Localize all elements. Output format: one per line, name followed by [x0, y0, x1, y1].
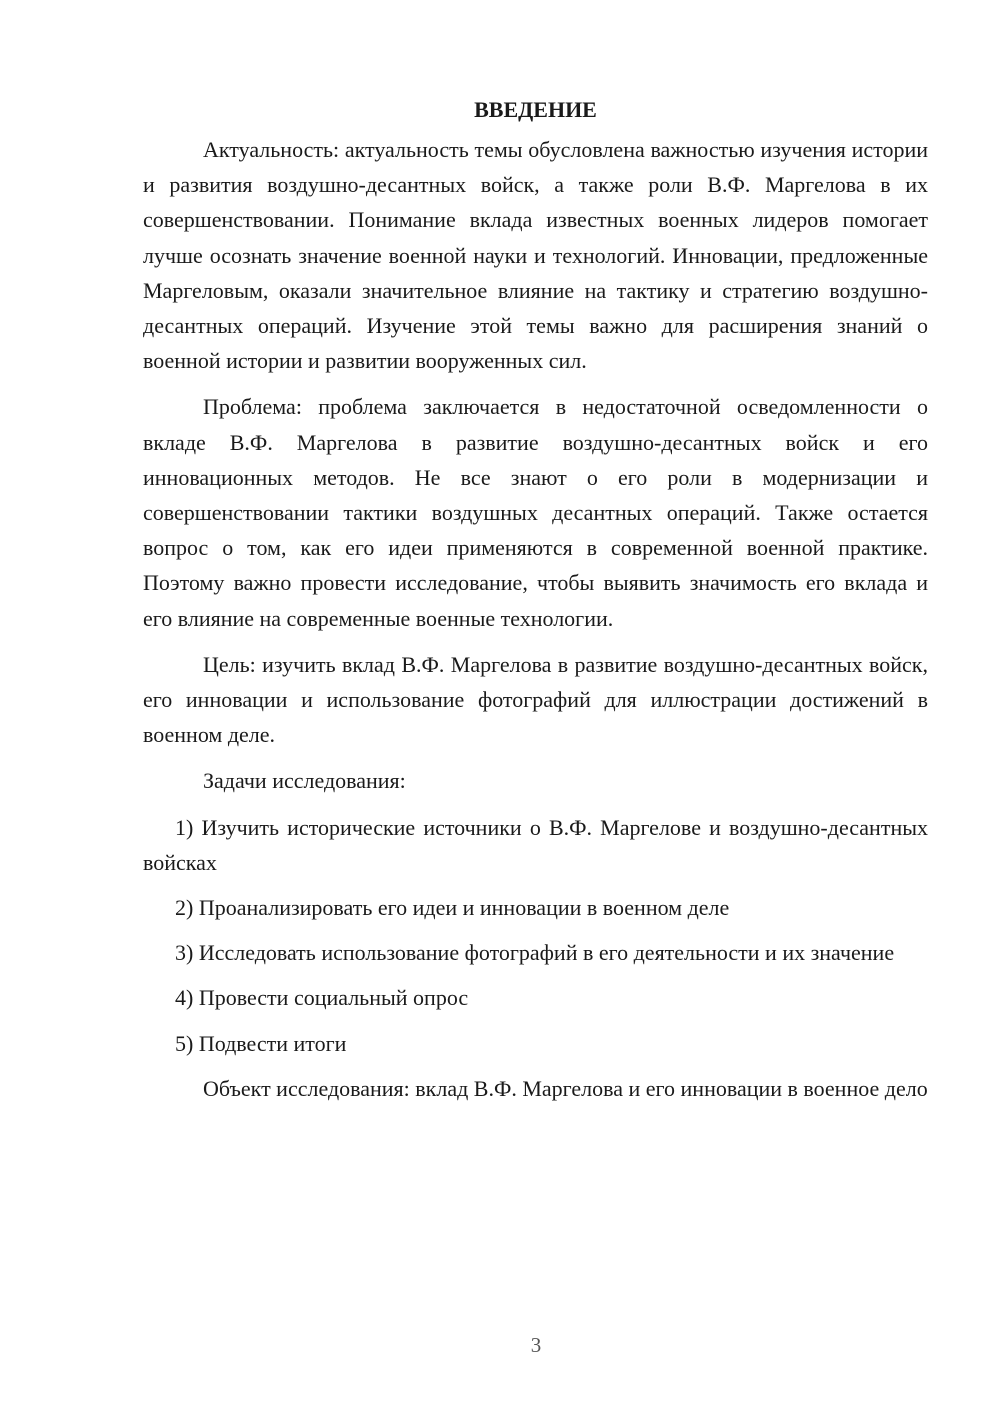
tasks-heading: Задачи исследования: [203, 768, 406, 794]
task-item-4: 4) Провести социальный опрос [175, 985, 469, 1011]
document-page [143, 92, 928, 1117]
task-item-2: 2) Проанализировать его идеи и инновации в военном деле [175, 895, 730, 921]
task-item-1: 1) Изучить исторические источники о В.Ф. Маргелове и воздушно-десантных войсках [143, 814, 928, 875]
paragraph-problem: Проблема: проблема заключается в недостаточной осведомленности о вкладе В.Ф. Маргелова в развитие воздушно-десантных войск и его инновационных методов. Не все знают о его роли в модернизации и совершенствовании тактики воздушных десантных операций. Также остается вопрос о том, как его идеи применяются в современной военной практике. Поэтому важно провести исследование, чтобы выявить значимость его вклада и его влияние на современные военные технологии. [143, 394, 928, 631]
task-item-3: 3) Исследовать использование фотографий в его деятельности и их значение [175, 940, 895, 966]
task-item-5: 5) Подвести итоги [175, 1030, 347, 1056]
paragraph-goal: Цель: изучить вклад В.Ф. Маргелова в развитие воздушно-десантных войск, его инновации и использование фотографий для иллюстрации достижений в военном деле. [143, 651, 928, 748]
document-title: ВВЕДЕНИЕ [474, 97, 597, 122]
page-number: 3 [530, 1333, 542, 1357]
paragraph-relevance: Актуальность: актуальность темы обусловлена важностью изучения истории и развития воздушно-десантных войск, а также роли В.Ф. Маргелова в их совершенствовании. Понимание вклада известных военных лидеров помогает лучше осознать значение военной науки и технологий. Инновации, предложенные Маргеловым, оказали значительное влияние на тактику и стратегию воздушно-десантных операций. Изучение этой темы важно для расширения знаний о военной истории и развитии вооруженных сил. [143, 137, 928, 374]
paragraph-research-object: Объект исследования: вклад В.Ф. Маргелова и его инновации в военное дело [203, 1075, 928, 1101]
